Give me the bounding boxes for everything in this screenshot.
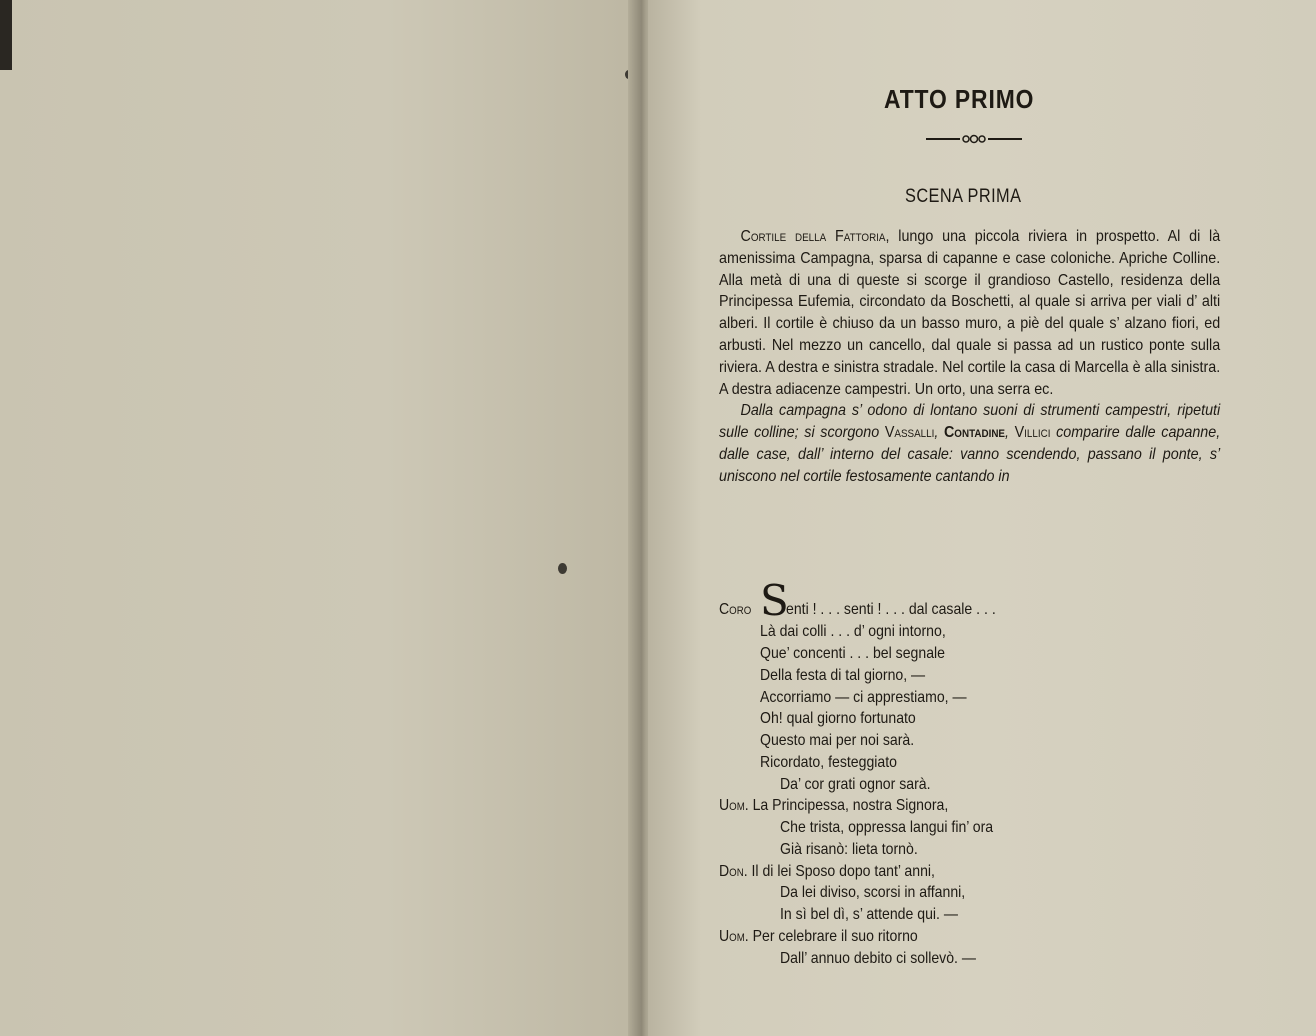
setting-description: , lungo una piccola riviera in prospetto. Al di là amenissima Campagna, sparsa di capanne e case coloniche. Apriche Colline. Alla metà di una di queste si scorge il grandioso Castello, residenza della Principessa Eufemia, circondato da Boschetti, al quale si arriva per viali d’ alti alberi. Il cortile è chiuso da un basso muro, a piè del quale s’ alzano fiori, ed arbusti. Nel mezzo un cancello, dal quale si passa ad un rustico ponte sulla riviera. A destra e sinistra stradale. Nel cortile la casa di Marcella è alla sinistra. A destra adiacenze campestri. Un orto, una serra ec. [719, 228, 1221, 398]
verse-line: Della festa di tal giorno, — [760, 667, 926, 684]
setting-paragraph [719, 226, 1220, 400]
verse-line [719, 797, 948, 815]
verse-line: Ricordato, festeggiato [760, 754, 897, 771]
verse-line: Oh! qual giorno fortunato [760, 710, 916, 727]
verse-text: La Principessa, nostra Signora, [752, 797, 949, 814]
verse-text: Il di lei Sposo dopo tant’ anni, [751, 863, 935, 880]
speaker-coro: Coro [719, 601, 752, 618]
separator: , [934, 424, 944, 442]
left-page [0, 0, 640, 1036]
scene-title: SCENA PRIMA [905, 186, 1022, 207]
action-text: comparire dalle capanne, dalle case, dall’ interno del casale: vanno scendendo, passano il ponte, s’ uniscono nel cortile festosamente cantando in [719, 424, 1221, 485]
speaker-donne: Don. [719, 863, 748, 880]
stage-directions [719, 226, 1220, 488]
act-title: ATTO PRIMO [884, 84, 1035, 114]
verse-line: Questo mai per noi sarà. [760, 732, 915, 749]
verse-line: enti ! . . . senti ! . . . dal casale . . . [786, 601, 996, 618]
verse-line [719, 863, 935, 881]
character-contadine: Contadine [943, 424, 1005, 442]
speaker-uomini: Uom. [719, 928, 749, 945]
verse-line: In sì bel dì, s’ attende qui. — [780, 906, 958, 923]
ink-blot [558, 563, 567, 574]
verse-line: Que’ concenti . . . bel segnale [760, 645, 945, 662]
setting-place: Cortile della Fattoria [740, 228, 886, 245]
character-vassalli: Vassalli [884, 424, 935, 442]
action-text: Dalla campagna s’ odono di lontano suoni di strumenti campestri, ripetuti sulle colline; si scorgono [719, 402, 1221, 442]
verse-text: Per celebrare il suo ritorno [752, 928, 918, 945]
separator: , [1004, 424, 1015, 442]
verse-line: Accorriamo — ci apprestiamo, — [760, 689, 967, 706]
divider-ornament [926, 132, 1022, 146]
speaker-uomini: Uom. [719, 797, 749, 814]
verse-line: Da’ cor grati ognor sarà. [780, 776, 931, 793]
verse-line [719, 928, 918, 946]
verse-line: Là dai colli . . . d’ ogni intorno, [760, 623, 946, 640]
character-villici: Villici [1014, 424, 1051, 442]
page-corner-shadow [0, 0, 12, 70]
action-paragraph [719, 400, 1220, 487]
verse-line: Che trista, oppressa langui fin’ ora [780, 819, 994, 836]
verse-line [719, 601, 751, 619]
drop-cap: S [760, 576, 789, 625]
verse-line: Dall’ annuo debito ci sollevò. — [780, 950, 976, 967]
verse-line: Da lei diviso, scorsi in affanni, [780, 884, 966, 901]
verse-line: Già risanò: lieta tornò. [780, 841, 918, 858]
